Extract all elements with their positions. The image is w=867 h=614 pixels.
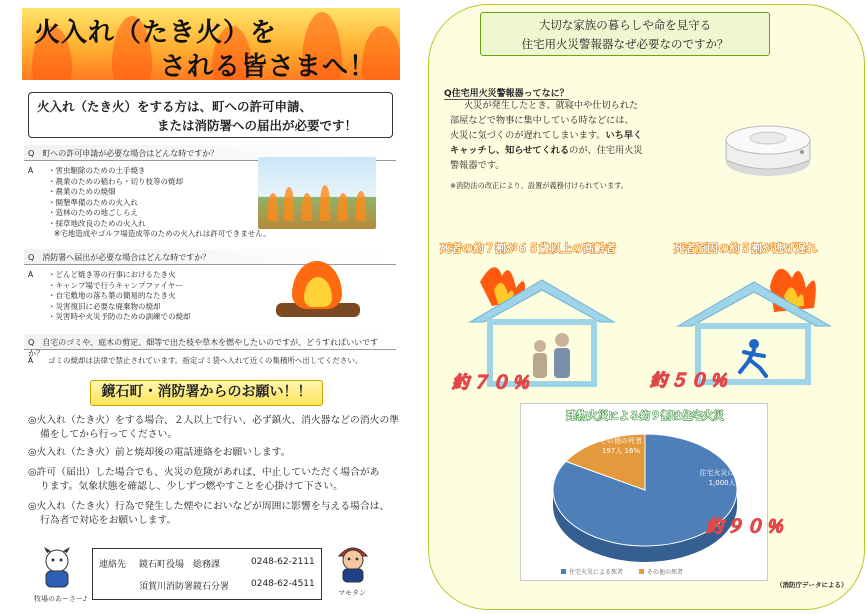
legend-label: その他の死者 (647, 569, 684, 576)
smoke-detector-icon (718, 100, 818, 182)
contact-org-2: 須賀川消防署鏡石分署 (139, 582, 230, 592)
slice-label-main (691, 468, 771, 488)
request-item (28, 466, 400, 494)
smoke-alarm-title (480, 12, 770, 56)
question-1: Q 町への許可申請が必要な場合はどんな時ですか？ (24, 145, 396, 161)
request-line: ◎火入れ（たき火）をする場合、２人以上で行い、必ず鎮火、消火器などの消火の準 (28, 415, 400, 426)
body-line: 部屋などで物事に集中している時などには、 (450, 115, 634, 126)
list-item: ・造林のための地ごしらえ (48, 208, 138, 217)
body-emphasis: キャッチし、知らせてくれる (450, 145, 570, 156)
contact-box (92, 548, 322, 600)
answer-3 (28, 356, 362, 367)
request-line: 行為者で対応をお願いします。 (40, 515, 177, 526)
slice-name: 住宅火災による死者 (699, 469, 763, 477)
smoke-alarm-question: Q住宅用火災警報器ってなに？ (444, 86, 569, 100)
title-banner (22, 8, 400, 80)
legend-item (561, 567, 623, 576)
legend-label: 住宅火災による死者 (569, 569, 624, 576)
right-flyer (428, 0, 867, 614)
body-line: のが、住宅用火災 (569, 145, 643, 156)
contact-tel-1: 0248-62-2111 (251, 557, 315, 567)
contact-tel-2: 0248-62-4511 (251, 579, 315, 589)
body-emphasis: いち早く (605, 130, 643, 141)
answer-2 (28, 270, 191, 323)
body-line: 火災に気づくのが遅れてしまいます。 (450, 130, 606, 141)
list-item: ・キャンプ場で行うキャンプファイヤー (48, 280, 183, 290)
answer-1 (28, 166, 271, 240)
field-burning-illustration (258, 157, 376, 229)
request-line: ◎許可（届出）した場合でも、火災の危険があれば、中止していただく場合があ (28, 467, 380, 478)
law-note: ※消防法の改正により、設置が義務付けられています。 (450, 181, 628, 190)
chart-title: 建物火災による約９割は住宅火災 (566, 410, 724, 422)
contact-label: 連絡先 (99, 560, 127, 570)
banner-title-line2: される皆さまへ！ (160, 52, 377, 80)
left-flyer (0, 0, 420, 614)
request-line: ります。気象状態を確認し、少しずつ燃やすことを心掛けて下さい。 (40, 481, 343, 492)
answer-marker: A (28, 270, 34, 279)
stat-escape-label: 死者原因の約５割が逃げ遅れ (674, 242, 817, 255)
stat-elderly-label: 死者の約７割が６５歳以上の高齢者 (440, 242, 616, 255)
list-item: ・災害復旧に必要な廃棄物の焼却 (48, 301, 161, 311)
legend-item (639, 567, 683, 576)
body-line: 警報器です。 (450, 160, 505, 171)
body-line: 火災が発生したとき、就寝中や仕切られた (464, 100, 639, 111)
list-item: ・採草地改良のための火入れ (48, 218, 146, 228)
list-item: ・害虫駆除のための土手焼き (48, 166, 146, 175)
slice-value: 197人 16% (601, 447, 641, 455)
slice-name: その他の死者 (600, 437, 642, 445)
question-2: Q 消防署へ届出が必要な場合はどんな時ですか？ (24, 249, 396, 265)
bonfire-illustration (258, 255, 376, 323)
pie-chart-box (520, 403, 768, 581)
stat-elderly-percent: 約７０％ (452, 373, 532, 393)
banner-title-line1: 火入れ（たき火）を (34, 18, 278, 48)
slice-value: 1,000人 84% (708, 479, 754, 487)
request-line: ◎火入れ（たき火）前と焼却後の電話連絡をお願いします。 (28, 447, 291, 458)
request-line: ◎火入れ（たき火）行為で発生した煙やにおいなどが周囲に影響を与える場合は、 (28, 501, 390, 512)
request-item (28, 414, 400, 442)
request-heading: 鏡石町・消防署からのお願い！！ (90, 380, 323, 406)
mascot-right-caption: マモタン (338, 589, 366, 597)
request-item (28, 446, 400, 460)
stat-escape-percent: 約５０％ (650, 371, 730, 391)
question-3: Q 自宅のゴミや、庭木の剪定、畑等で出た枝や草木を燃やしたいのですが、どうすればいいですか？ (24, 334, 396, 350)
smoke-alarm-explanation (450, 98, 726, 173)
title-line2: 住宅用火災警報器なぜ必要なのですか？ (521, 37, 729, 51)
answer-marker: A (28, 356, 34, 365)
slice-label-other (591, 436, 651, 456)
permit-line2: または消防署への届出が必要です！ (157, 118, 358, 133)
answer-marker: A (28, 166, 34, 175)
title-line1: 大切な家族の暮らしや命を見守る (538, 18, 712, 32)
list-item: ・農業のための稲わら・切り枝等の焼却 (48, 176, 183, 186)
list-item: ・災害時や火災予防のための訓練での焼却 (48, 312, 191, 321)
list-item: ・開墾準備のための火入れ (48, 197, 138, 207)
answer-note: ※宅地造成やゴルフ場造成等のための火入れは許可できません。 (54, 229, 271, 238)
permit-notice-box (28, 92, 393, 138)
request-item (28, 500, 400, 528)
mascot-left-caption: 牧場のあーさー♪ (34, 595, 88, 603)
request-line: 備をしてから行ってください。 (40, 429, 178, 440)
data-source: （消防庁データによる） (776, 581, 848, 589)
pie-chart (521, 404, 769, 582)
list-item: ・農業のための焼畑 (48, 187, 116, 196)
pie-percent: 約９０％ (706, 517, 786, 537)
chart-legend (561, 567, 683, 576)
list-item: ・どんど焼き等の行事におけるたき火 (48, 270, 176, 279)
contact-org-1: 鏡石町役場 総務課 (139, 560, 221, 570)
mascot-left-icon (34, 545, 80, 591)
list-item: ゴミの焼却は法律で禁止されています。指定ゴミ袋へ入れて近くの集積所へ出してください。 (48, 356, 363, 365)
list-item: ・自宅敷地の落ち葉の簡易的なたき火 (48, 291, 176, 300)
permit-line1: 火入れ（たき火）をする方は、町への許可申請、 (37, 99, 313, 114)
mascot-right-icon (333, 540, 373, 584)
